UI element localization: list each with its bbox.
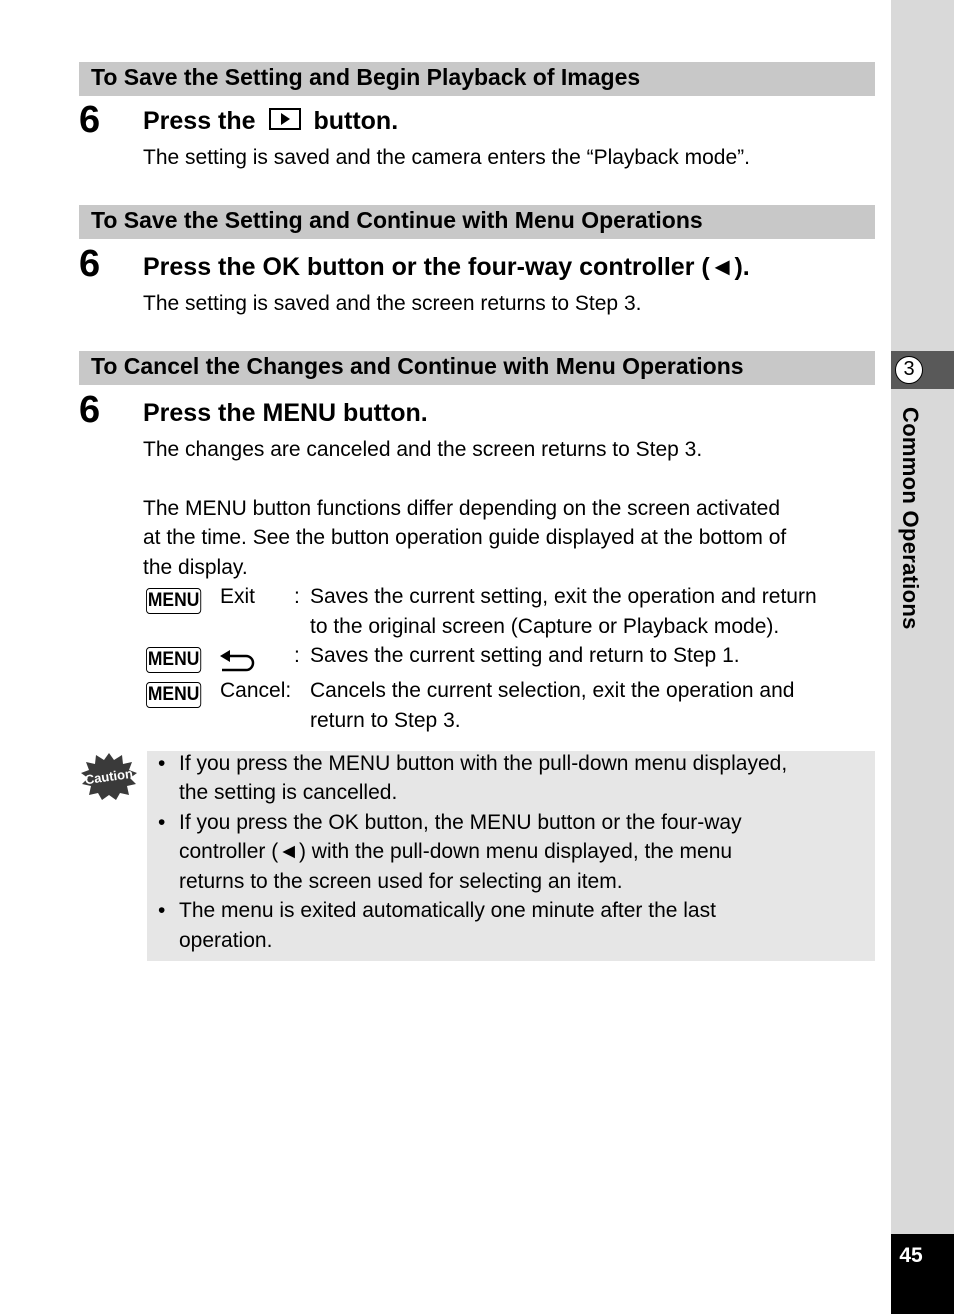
caution-item-line: The menu is exited automatically one minute after the last <box>179 899 716 922</box>
menu-key-icon: MENU <box>146 588 201 614</box>
chapter-number: 3 <box>895 356 923 384</box>
option-description: return to Step 3. <box>310 709 461 732</box>
option-label: Cancel: <box>220 679 292 702</box>
section-heading: To Save the Setting and Begin Playback of Images <box>91 64 641 90</box>
playback-button-icon <box>269 108 301 130</box>
page-number: 45 <box>899 1244 923 1267</box>
section-heading-band <box>79 205 875 239</box>
caution-item-line: operation. <box>179 929 273 952</box>
step-description: The setting is saved and the screen returns to Step 3. <box>143 292 642 315</box>
caution-item-line: controller (◄) with the pull-down menu displayed, the menu <box>179 840 733 863</box>
step-title: Press the MENU button. <box>143 399 428 427</box>
chapter-title: Common Operations <box>898 407 923 630</box>
option-colon: : <box>294 585 300 608</box>
caution-item-line: returns to the screen used for selecting an item. <box>179 870 623 893</box>
chapter-sidebar <box>891 0 954 1314</box>
option-colon: : <box>294 644 300 667</box>
step-title: Press the OK button or the four-way controller (◄). <box>143 253 750 281</box>
menu-key-icon: MENU <box>146 647 201 673</box>
return-arrow-icon <box>218 646 256 672</box>
step-number: 6 <box>79 243 101 285</box>
bullet-marker: • <box>158 899 166 922</box>
step-title-suffix: button. <box>313 107 399 135</box>
info-paragraph-line: the display. <box>143 556 248 579</box>
caution-icon-label: Caution <box>83 765 134 788</box>
bullet-marker: • <box>158 752 166 775</box>
step-title-prefix: Press the <box>143 107 256 135</box>
caution-item-line: the setting is cancelled. <box>179 781 398 804</box>
option-label: Exit <box>220 585 256 608</box>
bullet-marker: • <box>158 811 166 834</box>
step-number: 6 <box>79 389 101 431</box>
option-description: to the original screen (Capture or Playback mode). <box>310 615 780 638</box>
option-description: Saves the current setting, exit the operation and return <box>310 585 817 608</box>
caution-item-line: If you press the OK button, the MENU button or the four-way <box>179 811 742 834</box>
caution-icon <box>80 752 138 800</box>
caution-item-line: If you press the MENU button with the pull-down menu displayed, <box>179 752 788 775</box>
step-title <box>143 107 398 136</box>
step-description: The setting is saved and the camera enters the “Playback mode”. <box>143 146 750 169</box>
option-description: Cancels the current selection, exit the operation and <box>310 679 795 702</box>
section-heading-band <box>79 62 875 96</box>
section-heading-band <box>79 351 875 385</box>
menu-key-icon: MENU <box>146 682 201 708</box>
step-description: The changes are canceled and the screen returns to Step 3. <box>143 438 703 461</box>
info-paragraph-line: The MENU button functions differ depending on the screen activated <box>143 497 781 520</box>
option-description: Saves the current setting and return to Step 1. <box>310 644 740 667</box>
step-number: 6 <box>79 99 101 141</box>
info-paragraph-line: at the time. See the button operation guide displayed at the bottom of <box>143 526 787 549</box>
section-heading: To Save the Setting and Continue with Menu Operations <box>91 207 703 233</box>
section-heading: To Cancel the Changes and Continue with Menu Operations <box>91 353 744 379</box>
